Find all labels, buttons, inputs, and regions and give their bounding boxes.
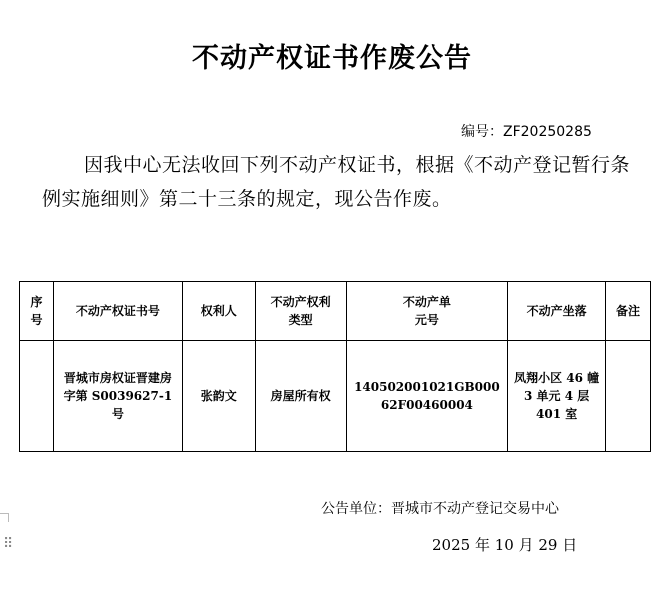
header-cert-no: 不动产权证书号 bbox=[53, 282, 182, 341]
drag-handle-icon[interactable]: ⠿ bbox=[3, 536, 14, 552]
page-corner-mark bbox=[0, 513, 9, 522]
announcement-body: 因我中心无法收回下列不动产权证书，根据《不动产登记暂行条例实施细则》第二十三条的规定，现公告作废。 bbox=[42, 154, 631, 210]
certificate-table bbox=[19, 281, 651, 452]
page-title: 不动产权证书作废公告 bbox=[192, 43, 472, 74]
header-owner: 权利人 bbox=[182, 282, 255, 341]
document-number: 编号：ZF20250285 bbox=[461, 124, 592, 140]
issue-date: 2025 年 10 月 29 日 bbox=[432, 536, 578, 554]
cell-owner: 张韵文 bbox=[182, 341, 255, 452]
table-row bbox=[20, 341, 651, 452]
header-unit-no: 不动产单元号 bbox=[346, 282, 508, 341]
cell-location: 凤翔小区 46 幢 3 单元 4 层 401 室 bbox=[508, 341, 606, 452]
header-remarks: 备注 bbox=[606, 282, 651, 341]
header-location: 不动产坐落 bbox=[508, 282, 606, 341]
header-right-type: 不动产权利类型 bbox=[255, 282, 346, 341]
cell-right-type: 房屋所有权 bbox=[255, 341, 346, 452]
issuer-line: 公告单位：晋城市不动产登记交易中心 bbox=[321, 501, 559, 517]
cell-unit-no: 140502001021GB00062F00460004 bbox=[346, 341, 508, 452]
cell-seq bbox=[20, 341, 54, 452]
cell-cert-no: 晋城市房权证晋建房字第 S0039627-1 号 bbox=[53, 341, 182, 452]
cell-remarks bbox=[606, 341, 651, 452]
header-seq: 序号 bbox=[20, 282, 54, 341]
table-header-row bbox=[20, 282, 651, 341]
